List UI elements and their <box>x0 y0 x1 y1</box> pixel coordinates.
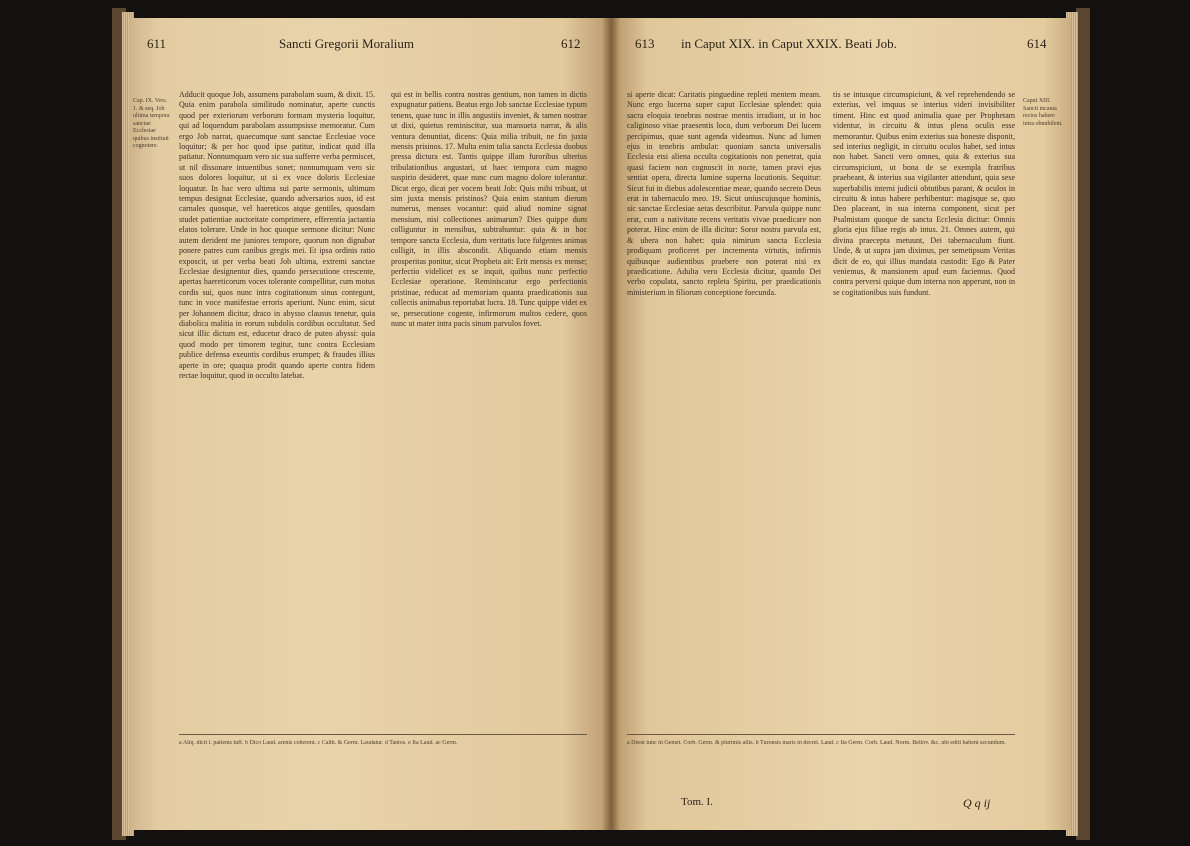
right-column-2: tis se intusque circumspiciunt, & vel reprehendendo se exterius, vel imquus se interius videri invisibiliter timent. Hinc est quod animalia quae per Prophetam videntur, in circuitu & intus plena oculis esse memorantur. Quibus enim exterius sua honeste disponit, sed interius negligit, in circuitu oculos habet, sed intus non habet. Sancti vero omnes, quia & exterius sua circumspiciunt, ut bona de se exempla fratribus praebeant, & interius sua vigilanter attendunt, quia sese superbabilis interni judicii obtutibus parant, & oculos in circuitu & intus habere perhibentur: magisque se, quo Deo placeant, in sua interna component, sicut per Psalmistam quoque de sancta Ecclesia dicitur: Omnis gloria ejus filiae regis ab intus. 21. Omnes autem, qui divina praecepta metuunt, Dei tabernaculum fiunt. Unde, & ut supra jam diximus, per semetipsum Veritas dicit de eo, qui illius mandata custodit: Ego & Pater veniemus, & mansionem apud eum faciemus. Quod contra perversi quique dum interna non apperunt, non in se cogitationibus suis fundunt. <box>833 90 1015 297</box>
left-page-number-a: 611 <box>147 36 167 51</box>
left-margin-notes: Cap. IX. Vers. 1. & seq. Job ultima tempora sanctae Ecclesiae quibus instituit cognotere. <box>133 98 170 149</box>
left-column-1: Adducit quoque Job, assumens parabolam suam, & dixit. 15. Quia enim parabola similitudo nominatur, aperte cunctis quod per exteriorum verborum formam mysteria loquitur, qui ad loquendum parabolam assumpsisse memoratur. Cum ergo Job narrat, quaecumque sunt sanctae Ecclesiae voce loquitur; & per hoc quod ipse patitur, indicat quid illa patiatur. Nonnumquam vero sic sua sufferre verba permiscet, ut nil dissonare intuentibus sonet; nonnumquam vero sic suos dolores loquitur, ut si ex voce doloris Ecclesiae loquatur. In hac vero ultima sui parte sermonis, ultimum tempus designat Ecclesiae, quando adversarios suos, id est carnales quosque, vel haereticos atque gentiles, quosdam studet patientiae auctoritate comprimere, efferentia jactantia elatos tolerare. Unde in hoc quoque sermone dicitur: Nunc autem derident me juniores tempore, quorum non dignabar ponere patres cum canibus gregis mei. Et ipsa ordinis ratio exposcit, ut per verba beati Job ultima, extremi sanctae Ecclesiae designentur dies, quando persecutione crescente, apertas haereticorum voces tolerante compellitur, cum motus cordis sui, quos nunc intra cogitationum sinus contegunt, tunc in voce manifestae erroris aperiunt. Nunc enim, sicut per Johannem dicitur, draco in abysso clausus tenetur, quia diabolica malitia in eorum subdolis cordibus occultatur. Sed sicut illic dictum est, educetur draco de puteo abyssi: quia quod modo per timorem tegitur, tunc contra Ecclesiam publice defensa exeuntis cordibus erumpet; & fraudes illius aperte in ore; quaqua prodit quando aperte contra fidem rectae loquitur, quod in occulto latebat. <box>179 90 375 380</box>
right-footnotes: a Deest tunc in Gemet. Corb. Germ. & plurimis aliis. b Turonsis maris in decret. Laud. c Ita Germ. Corb. Laud. Norm. Bellov. &c. ubi editi habent secundum. <box>627 740 1006 746</box>
book-cover-right <box>1076 8 1090 840</box>
volume-label: Tom. I. <box>681 796 713 808</box>
left-footnotes: a Aliq. dicit l. patients tuff. b Dico Laud. arenis coherent. c Calth. & Germ. Laudatur. d Tantos. e Ita Laud. ac Germ. <box>179 740 458 746</box>
right-page-number-b: 614 <box>1027 36 1047 51</box>
open-book <box>14 8 1176 840</box>
left-page <box>129 18 611 830</box>
book-gutter <box>602 18 620 830</box>
left-page-number-b: 612 <box>561 36 581 51</box>
right-page <box>611 18 1071 830</box>
left-footnote-rule <box>179 734 587 735</box>
right-page-number-a: 613 <box>635 36 655 51</box>
right-margin-notes: Caput XIII. Sancti incauta rectos habere intra obnubilent. <box>1023 98 1063 127</box>
right-footnote-rule <box>627 734 1015 735</box>
right-column-1: si aperte dicat: Caritatis pinguedine repleti mentem meam. Nunc ergo lucerna super caput Ecclesiae splendet: quia sacra eloquia tenebras nostrae mentis irradiant, ut in hoc caliginoso vitae praesentis loco, dum verborum Dei lucem percipimus, quae sunt agenda videamus. Nunc ad lumen ejus in tenebris ambulat: quoniam sancta universalis Ecclesia etsi aliena occulta cogitationis non penetrat, quia quasi faciem non cognoscit in nocte, tamen pravi ejus sentiat opera, directa lumine superna locutionis. Sequitur: Sicut fui in diebus adolescentiae meae, quando secreto Deus erat in tabernaculo meo. 19. Sicut uniuscujusque hominis, sic sanctae Ecclesiae aetas describitur. Parvula quippe nunc erat, cum a nativitate recens veritatis vivae praedicare non poterat. Hinc enim de illa dicitur: Soror nostra parvula est, & ubera non habet: quia nimirum sancta Ecclesia prodiquam proficeret per incrementa virtutis, infirmis quibusque audientibus praebere non poterat nisi ex praedicatione. Adulta vero Ecclesia dicitur, quando Dei verbo copulata, sancto repleta Spiritu, per praedicationis ministerium in filiorum conceptione foecunda. <box>627 90 821 297</box>
right-running-head: in Caput XIX. in Caput XXIX. Beati Job. <box>681 36 897 51</box>
left-running-head: Sancti Gregorii Moralium <box>279 36 415 51</box>
left-column-2: qui est in bellis contra nostras gentium, non tamen in dictis expugnatur patiens. Beatus ergo Job sanctae Ecclesiae typum tenens, quae tunc in illis angustiis inveniet, & tamen nostrae ut dixi, quietus reminiscitur, sua mansueta narrat, & alis ventura denuntiat, dicens: Quia milia tribuit, ne fin juxta mensis prisinos. 17. Multa enim talia sancta Ecclesia duobus pressa dictura est. Tantis quippe illam furoribus ulterius tribulationibus angustari, ut haec tempora cum magno suspirio desideret, quae nunc cum magno dolore tolerantur. Dicat ergo, dicat per vocem beati Job: Quis mihi tribuat, ut sim juxta mensis pristinos? Quia enim stantum dierum numerus, menses vocantur: quid aliud nomine signat mensium, nisi collectiones animarum? Dies quippe dum colliguntur in mensibus, subtrahuntur: quia & in hoc tempore sancta Ecclesia, dum veritatis luce fulgentes animas colligit, in illis abscondit. Aliquando etiam mensis prosperitas ponitur, sicut Propheta ait: Erit mensis ex mense; perfectio videlicet ex se inquit, quibus nunc perfectio Ecclesiae operatione. Reminiscatur ergo perfectionis pristinae, reducat ad memoriam quanta praedicationis sua collectis animabus reportabat lucra. 18. Tunc quippe videt ex se, persecutione cogente, infirmorum multos cedere, quos nunc ut mater intra pacis sinum parvulos fovet. <box>391 90 587 328</box>
signature-mark: Q q ij <box>963 796 991 810</box>
